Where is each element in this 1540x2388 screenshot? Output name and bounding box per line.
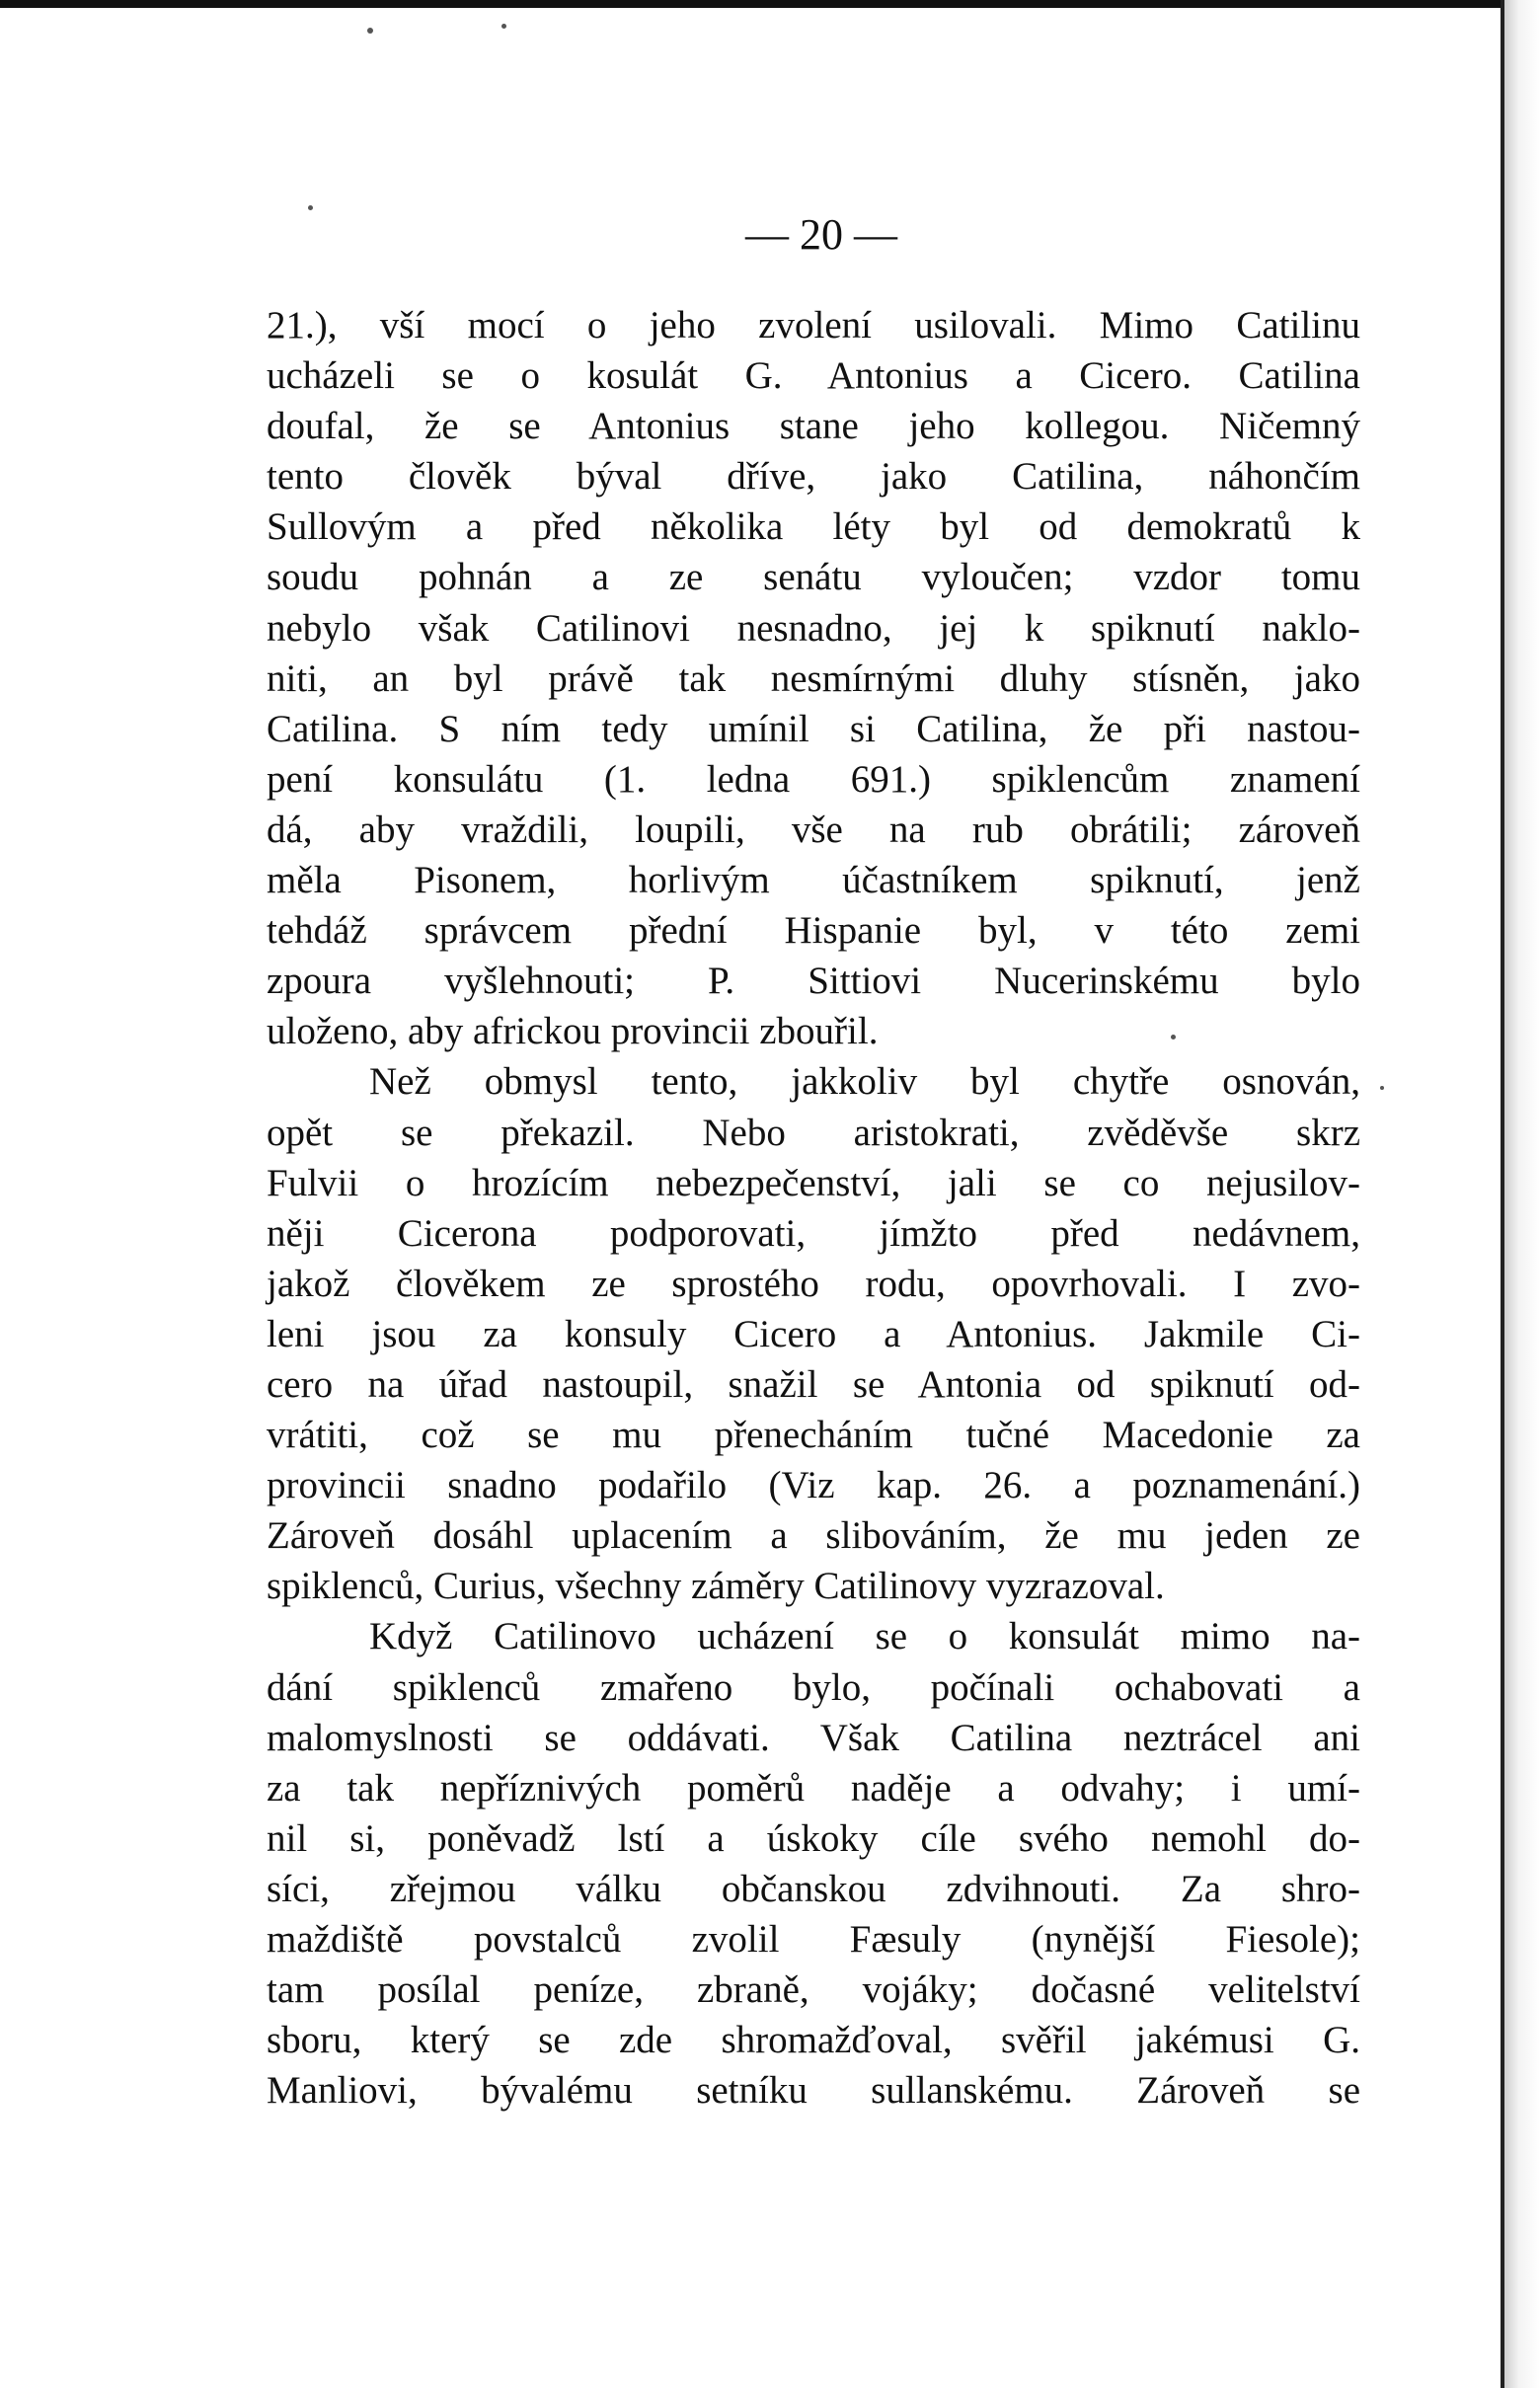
- text-line: soudu pohnán a ze senátu vyloučen; vzdor tomu: [267, 556, 1360, 599]
- text-line: nil si, poněvadž lstí a úskoky cíle svého nemohl do-: [267, 1816, 1360, 1860]
- scan-top-border: [0, 0, 1524, 8]
- scan-speck: [367, 28, 373, 34]
- text-line: malomyslnosti se oddávati. Však Catilina neztrácel ani: [267, 1716, 1360, 1759]
- text-line: Manliovi, bývalému setníku sullanskému. Zároveň se: [267, 2069, 1360, 2113]
- scan-speck: [1380, 1086, 1384, 1090]
- paragraph-start: Když Catilinovo ucházení se o konsulát mimo na-: [369, 1615, 1360, 1658]
- scan-right-shadow: [1504, 0, 1540, 2388]
- text-line: 21.), vší mocí o jeho zvolení usilovali. Mimo Catilinu: [267, 304, 1360, 347]
- text-line: Zároveň dosáhl uplacením a slibováním, že mu jeden ze: [267, 1514, 1360, 1558]
- text-line: provincii snadno podařilo (Viz kap. 26. a poznamenání.): [267, 1464, 1360, 1507]
- text-line: za tak nepříznivých poměrů naděje a odvahy; i umí-: [267, 1766, 1360, 1810]
- text-line: nebylo však Catilinovi nesnadno, jej k spiknutí naklo-: [267, 606, 1360, 650]
- text-line: měla Pisonem, horlivým účastníkem spiknutí, jenž: [267, 859, 1360, 902]
- text-line: Catilina. S ním tedy umínil si Catilina, že při nastou-: [267, 707, 1360, 750]
- text-line: tehdáž správcem přední Hispanie byl, v této zemi: [267, 909, 1360, 953]
- text-line: doufal, že se Antonius stane jeho kollegou. Ničemný: [267, 405, 1360, 448]
- text-line: jakož člověkem ze sprostého rodu, opovrhovali. I zvo-: [267, 1262, 1360, 1305]
- text-line: něji Cicerona podporovati, jímžto před nedávnem,: [267, 1211, 1360, 1255]
- page-number: — 20 —: [745, 210, 897, 259]
- text-line: uloženo, aby africkou provincii zbouřil.: [267, 1010, 879, 1053]
- text-line: spiklenců, Curius, všechny záměry Catilinovy vyzrazoval.: [267, 1565, 1165, 1608]
- text-line: sboru, který se zde shromažďoval, svěřil jakémusi G.: [267, 2019, 1360, 2062]
- text-line: tam posílal peníze, zbraně, vojáky; dočasné velitelství: [267, 1968, 1360, 2012]
- text-line: vrátiti, což se mu přenecháním tučné Macedonie za: [267, 1414, 1360, 1457]
- text-line: opět se překazil. Nebo aristokrati, zvěděvše skrz: [267, 1111, 1360, 1154]
- text-line: maždiště povstalců zvolil Fæsuly (nynější Fiesole);: [267, 1918, 1360, 1961]
- text-line: ucházeli se o kosulát G. Antonius a Cicero. Catilina: [267, 354, 1360, 398]
- text-line: dání spiklenců zmařeno bylo, počínali ochabovati a: [267, 1665, 1360, 1709]
- paragraph-start: Než obmysl tento, jakkoliv byl chytře osnován,: [369, 1060, 1360, 1104]
- text-line: dá, aby vraždili, loupili, vše na rub obrátili; zároveň: [267, 808, 1360, 851]
- text-line: Fulvii o hrozícím nebezpečenství, jali se co nejusilov-: [267, 1161, 1360, 1204]
- text-line: cero na úřad nastoupil, snažil se Antonia od spiknutí od-: [267, 1362, 1360, 1406]
- text-line: zpoura vyšlehnouti; P. Sittiovi Nucerinskému bylo: [267, 960, 1360, 1003]
- text-line: tento člověk býval dříve, jako Catilina, náhončím: [267, 455, 1360, 499]
- text-line: síci, zřejmou válku občanskou zdvihnouti. Za shro-: [267, 1867, 1360, 1910]
- text-line: leni jsou za konsuly Cicero a Antonius. Jakmile Ci-: [267, 1312, 1360, 1355]
- text-line: Sullovým a před několika léty byl od demokratů k: [267, 505, 1360, 549]
- body-text: [267, 300, 1360, 2116]
- text-line: pení konsulátu (1. ledna 691.) spiklencům znamení: [267, 757, 1360, 801]
- scan-speck: [501, 24, 506, 29]
- text-line: niti, an byl právě tak nesmírnými dluhy stísněn, jako: [267, 656, 1360, 700]
